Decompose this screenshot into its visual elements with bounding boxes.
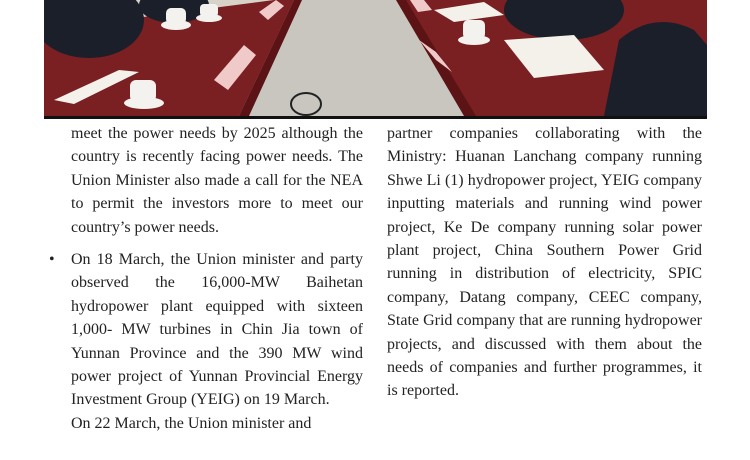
left-column [49,122,363,435]
meeting-photo [44,0,707,119]
bullet-paragraph: On 18 March, the Union minister and party observed the 16,000-MW Baihetan hydropower plant equipped with sixteen 1,000- MW turbines in Chin Jia town of Yunnan Province and the 390 MW wind power project of Yunnan Provincial Energy Investment Group (YEIG) on 19 March. [71,251,363,409]
left-intro-paragraph: meet the power needs by 2025 although the country is recently facing power needs. The Union Minister also made a call for the NEA to permit the investors more to meet our country’s power needs. [71,125,363,236]
right-paragraph: partner companies collaborating with the Ministry: Huanan Lanchang company running Shwe Li (1) hydropower project, YEIG company inputting materials and running wind power project, Ke De company running solar power plant project, China Southern Power Grid running in distribution of electricity, SPIC company, Datang company, CEEC company, State Grid company that are running hydropower projects, and discussed with them about the needs of companies and further programmes, it is reported. [387,125,702,400]
continuation-paragraph: On 22 March, the Union minister and [71,414,312,432]
bullet-item [49,248,363,412]
right-column [387,122,702,403]
meeting-photo-illustration [44,0,707,116]
bullet-icon: • [49,251,55,269]
